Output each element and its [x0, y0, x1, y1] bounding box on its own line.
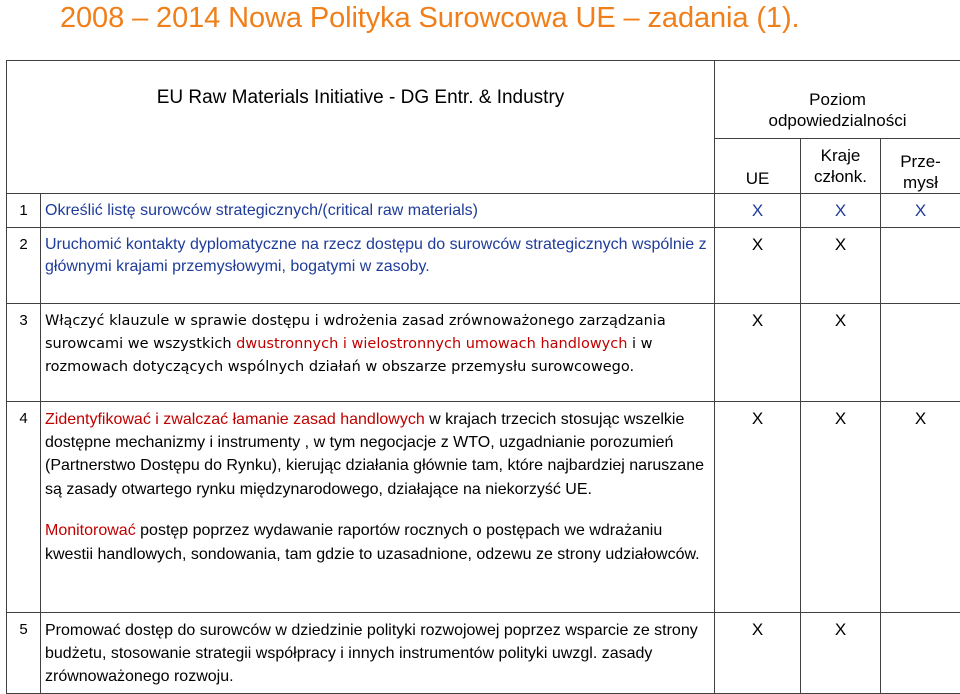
row-text [41, 401, 715, 612]
table-row [7, 227, 960, 303]
row-text-part: w krajach trzecich stosując wszelkie dostępne mechanizmy i instrumenty , w tym negocjacje z WTO, uzgadnianie porozumień (Partnerstwo Dostępu do Rynku), kierując działania głównie tam, które najbardziej naruszane są zasady otwartego rynku międzynarodowego, działające na niekorzyść UE. [45, 411, 704, 498]
row-number: 3 [7, 303, 41, 401]
row-text-highlight: dwustronnych i wielostronnych umowach handlowych [236, 336, 627, 352]
row-paragraph [45, 519, 708, 566]
mark-ue: X [715, 612, 801, 693]
slide-title: 2008 – 2014 Nowa Polityka Surowcowa UE – zadania (1). [60, 2, 799, 35]
tasks-table [6, 60, 960, 694]
mark-ue: X [715, 303, 801, 401]
col-kraje-header [801, 139, 881, 194]
mark-ue: X [715, 194, 801, 228]
mark-kraje: X [801, 194, 881, 228]
row-text-highlight: Monitorować [45, 522, 136, 539]
mark-przemysl [881, 303, 960, 401]
mark-przemysl: X [881, 194, 960, 228]
initiative-label: EU Raw Materials Initiative - DG Entr. & Industry [7, 87, 714, 109]
col-ue-label: UE [746, 169, 770, 188]
header-row-top [7, 61, 960, 139]
mark-przemysl [881, 227, 960, 303]
row-number: 4 [7, 401, 41, 612]
responsibility-level-header [715, 61, 960, 139]
mark-kraje: X [801, 612, 881, 693]
col-przemysl-line2: mysł [881, 172, 960, 193]
responsibility-level-line1: Poziom [715, 89, 960, 110]
col-przemysl-header [881, 139, 960, 194]
table-row [7, 303, 960, 401]
col-przemysl-line1: Prze- [881, 151, 960, 172]
row-number: 1 [7, 194, 41, 228]
row-number: 5 [7, 612, 41, 693]
col-kraje-line1: Kraje [801, 145, 880, 166]
row-text [41, 303, 715, 401]
mark-kraje: X [801, 401, 881, 612]
row-paragraph [45, 408, 708, 502]
row-number: 2 [7, 227, 41, 303]
mark-ue: X [715, 227, 801, 303]
row-text-part: Włączyć klauzule w sprawie dostępu i wdrożenia zasad zrównoważonego zarządzania surowcami we wszystkich [45, 313, 666, 352]
table-row [7, 612, 960, 693]
table-row [7, 401, 960, 612]
table-row [7, 194, 960, 228]
mark-kraje: X [801, 303, 881, 401]
row-text-part: i w rozmowach dotyczących wspólnych działań w obszarze przemysłu surowcowego. [45, 336, 653, 375]
row-text: Określić listę surowców strategicznych/(critical raw materials) [41, 194, 715, 228]
initiative-header [7, 61, 715, 194]
row-text: Promować dostęp do surowców w dziedzinie polityki rozwojowej poprzez wsparcie ze strony budżetu, stosowanie strategii współpracy i innych instrumentów polityki uwzgl. zasady zrównoważonego rozwoju. [41, 612, 715, 693]
mark-przemysl: X [881, 401, 960, 612]
row-text-part: postęp poprzez wydawanie raportów rocznych o postępach we wdrażaniu kwestii handlowych, sondowania, tam gdzie to uzasadnione, odzewu ze strony udziałowców. [45, 522, 700, 562]
responsibility-level-line2: odpowiedzialności [715, 110, 960, 131]
row-text-highlight: Zidentyfikować i zwalczać łamanie zasad handlowych [45, 411, 425, 428]
mark-ue: X [715, 401, 801, 612]
mark-przemysl [881, 612, 960, 693]
col-ue-header [715, 139, 801, 194]
col-kraje-line2: członk. [801, 166, 880, 187]
mark-kraje: X [801, 227, 881, 303]
row-text: Uruchomić kontakty dyplomatyczne na rzecz dostępu do surowców strategicznych wspólnie z głównymi krajami przemysłowymi, bogatymi w zasoby. [41, 227, 715, 303]
